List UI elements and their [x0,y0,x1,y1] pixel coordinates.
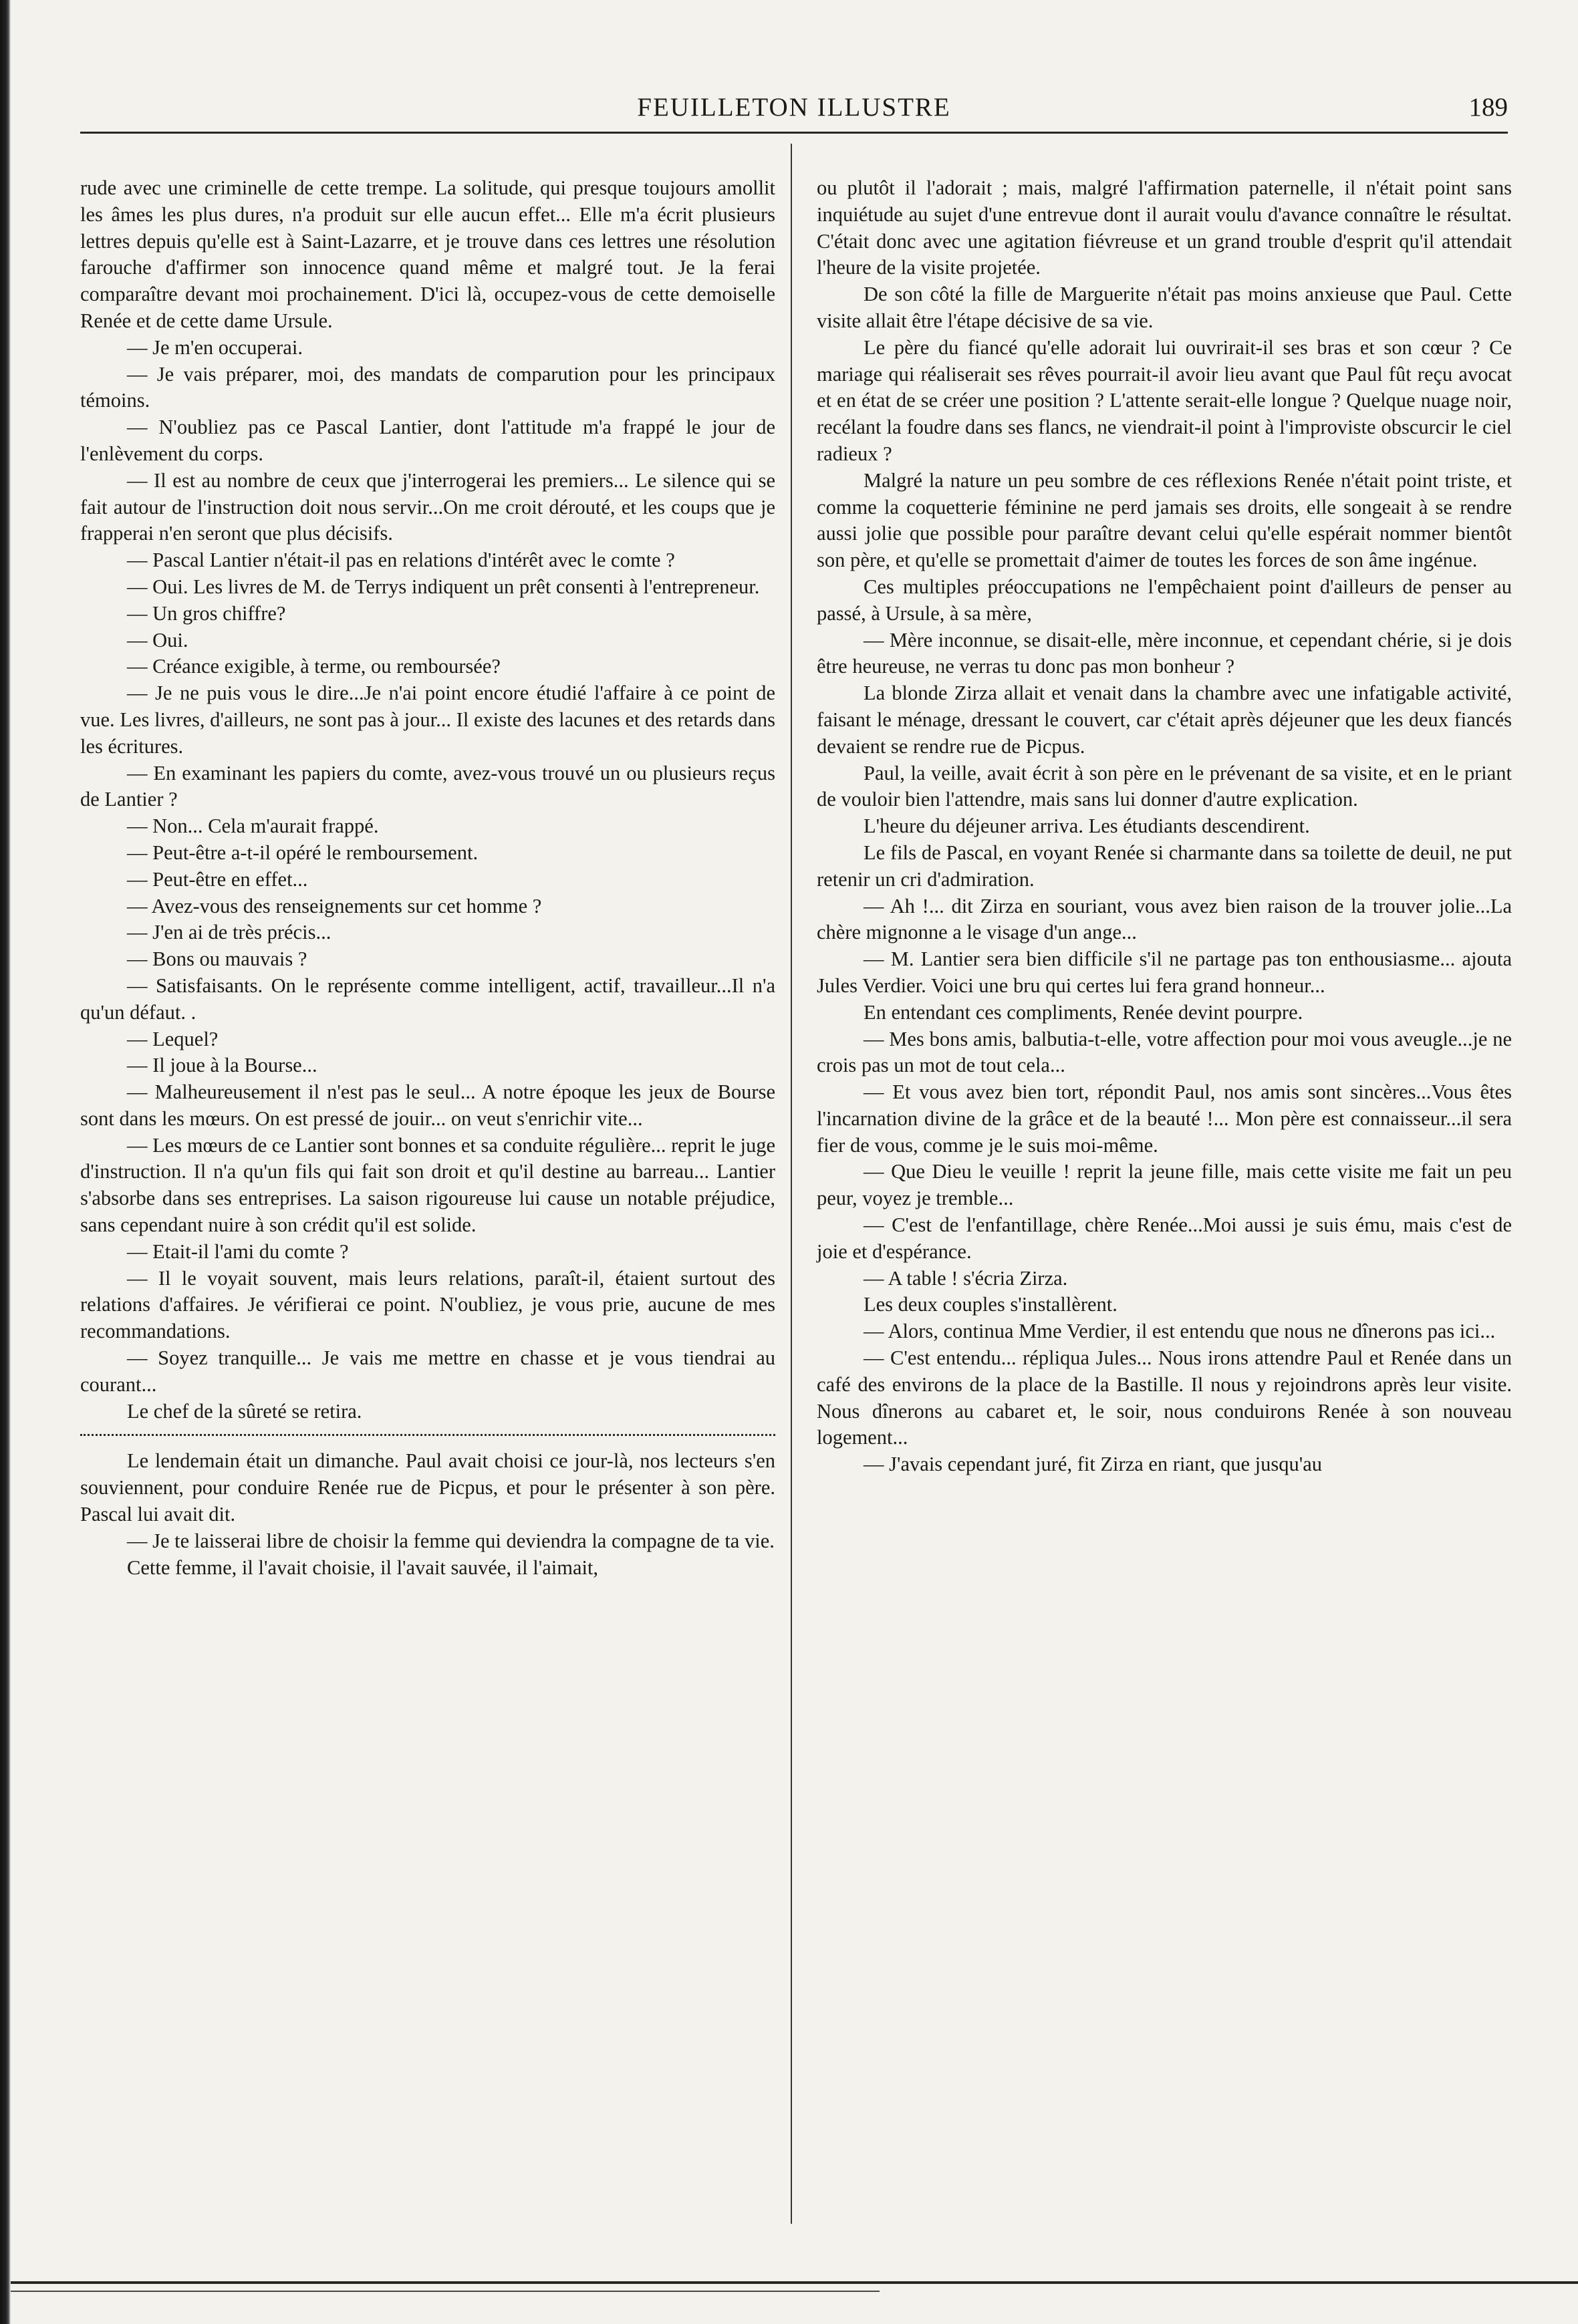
paragraph: — Pascal Lantier n'était-il pas en relations d'intérêt avec le comte ? [127,549,675,572]
paragraph: Paul, la veille, avait écrit à son père en le prévenant de sa visite, et en le priant de vouloir bien l'attendre, mais sans lui donner d'autre explication. [817,761,1512,811]
paragraph: — Mes bons amis, balbutia-t-elle, votre affection pour moi vous aveugle...je ne crois pas un mot de tout cela... [817,1027,1512,1077]
right-column-text [817,175,1512,1478]
left-column [80,175,775,1581]
paragraph: — Et vous avez bien tort, répondit Paul, nos amis sont sincères...Vous êtes l'incarnation divine de la grâce et de la beauté !... Mon père est connaisseur...il sera fier de vous, comme je le suis moi-même. [817,1080,1512,1157]
section-break-dotted-rule [80,1434,775,1436]
paragraph: Les deux couples s'installèrent. [864,1293,1117,1316]
paragraph: — Non... Cela m'aurait frappé. [127,815,379,838]
paragraph: — Soyez tranquille... Je vais me mettre en chasse et je vous tiendrai au courant... [80,1346,775,1396]
page-number: 189 [1468,93,1508,122]
paragraph: Ces multiples préoccupations ne l'empêchaient point d'ailleurs de penser au passé, à Ursule, à sa mère, [817,575,1512,625]
paragraph: En entendant ces compliments, Renée devint pourpre. [864,1000,1303,1024]
paragraph: ou plutôt il l'adorait ; mais, malgré l'affirmation paternelle, il n'était point sans inquiétude au sujet d'une entrevue dont il aurait voulu d'avance connaître le résultat. C'était donc avec une agitation fiévreuse et un grand trouble d'esprit qu'il attendait l'heure de la visite projetée. [817,176,1512,279]
paragraph: Le fils de Pascal, en voyant Renée si charmante dans sa toilette de deuil, ne put retenir un cri d'admiration. [817,841,1512,891]
paragraph: — Etait-il l'ami du comte ? [127,1240,349,1263]
paragraph: — Malheureusement il n'est pas le seul... A notre époque les jeux de Bourse sont dans les mœurs. On est pressé de jouir... on veut s'enrichir vite... [80,1080,775,1130]
paragraph: — Que Dieu le veuille ! reprit la jeune fille, mais cette visite me fait un peu peur, voyez je tremble... [817,1160,1512,1210]
bottom-rule-thin [11,2291,880,2292]
paragraph: — Il le voyait souvent, mais leurs relations, paraît-il, étaient surtout des relations d'affaires. Je vérifierai ce point. N'oubliez, je vous prie, aucune de mes recommandations. [80,1266,775,1343]
paragraph: Cette femme, il l'avait choisie, il l'avait sauvée, il l'aimait, [127,1556,599,1579]
paragraph: — Je vais préparer, moi, des mandats de comparution pour les principaux témoins. [80,362,775,412]
paragraph: Le chef de la sûreté se retira. [127,1399,362,1423]
page-header [80,88,1508,136]
paragraph: La blonde Zirza allait et venait dans la chambre avec une infatigable activité, faisant le ménage, dressant le couvert, car c'était après déjeuner que les deux fiancés devaient se rendre rue de Picpus. [817,682,1512,758]
paragraph: — Mère inconnue, se disait-elle, mère inconnue, et cependant chérie, si je dois être heureuse, ne verras tu donc pas mon bonheur ? [817,628,1512,678]
running-title: FEUILLETON ILLUSTRE [637,93,951,122]
paragraph: — Je te laisserai libre de choisir la femme qui deviendra la compagne de ta vie. [127,1529,775,1552]
paragraph: — Je ne puis vous le dire...Je n'ai point encore étudié l'affaire à ce point de vue. Les livres, d'ailleurs, ne sont pas à jour... Il existe des lacunes et des retards dans les écritures. [80,682,775,758]
paragraph: — M. Lantier sera bien difficile s'il ne partage pas ton enthousiasme... ajouta Jules Verdier. Voici une bru qui certes lui fera grand honneur... [817,948,1512,997]
paragraph: — Les mœurs de ce Lantier sont bonnes et sa conduite régulière... reprit le juge d'instruction. Il n'a qu'un fils qui fait son droit et qu'il destine au barreau... Lantier s'absorbe dans ses entreprises. La saison rigoureuse lui cause un notable préjudice, sans cependant nuire à son crédit qu'il est solide. [80,1133,775,1237]
paragraph: — Il joue à la Bourse... [127,1054,317,1077]
paragraph: — Avez-vous des renseignements sur cet homme ? [127,894,542,917]
paragraph: — Lequel? [127,1027,219,1050]
bottom-rule [11,2281,1578,2284]
paragraph: De son côté la fille de Marguerite n'était pas moins anxieuse que Paul. Cette visite allait être l'étape décisive de sa vie. [817,283,1512,332]
paragraph: Le père du fiancé qu'elle adorait lui ouvrirait-il ses bras et son cœur ? Ce mariage qui réaliserait ses rêves pourrait-il avoir lieu avant que Paul fût reçu avocat et en état de se créer une position ? L'attente serait-elle longue ? Quelque nuage noir, recélant la foudre dans ses flancs, ne viendrait-il point à l'improviste obscurcir le ciel radieux ? [817,335,1512,465]
paragraph: Malgré la nature un peu sombre de ces réflexions Renée n'était point triste, et comme la coquetterie féminine ne perd jamais ses droits, elle songeait à se rendre aussi jolie que possible pour paraître devant celui qu'elle espérait nommer bientôt son père, et qu'elle se promettait d'aimer de toutes les forces de son âme ingénue. [817,468,1512,572]
left-column-text-after-break [80,1448,775,1581]
paragraph: — Un gros chiffre? [127,601,286,625]
paragraph: — Je m'en occuperai. [127,335,303,359]
paragraph: — C'est entendu... répliqua Jules... Nous irons attendre Paul et Renée dans un café des environs de la place de la Bastille. Il nous y rejoindrons après leur visite. Nous dînerons au cabaret et, le soir, nous conduirons Renée à son nouveau logement... [817,1346,1512,1449]
paragraph: — A table ! s'écria Zirza. [864,1266,1068,1290]
left-column-text [80,175,775,1425]
paragraph: — Bons ou mauvais ? [127,948,307,971]
paragraph: — J'avais cependant juré, fit Zirza en riant, que jusqu'au [864,1453,1322,1476]
paragraph: L'heure du déjeuner arriva. Les étudiants descendirent. [864,815,1310,838]
paragraph: — Satisfaisants. On le représente comme intelligent, actif, travailleur...Il n'a qu'un défaut. . [80,974,775,1024]
paragraph: — N'oubliez pas ce Pascal Lantier, dont l'attitude m'a frappé le jour de l'enlèvement du corps. [80,416,775,465]
page-binding-edge [0,0,11,2324]
column-divider [791,144,792,2224]
paragraph: — Créance exigible, à terme, ou remboursée? [127,655,501,678]
paragraph: — En examinant les papiers du comte, avez-vous trouvé un ou plusieurs reçus de Lantier ? [80,761,775,811]
paragraph: — Il est au nombre de ceux que j'interrogerai les premiers... Le silence qui se fait autour de l'instruction doit nous servir...On me croit dérouté, et les coups que je frapperai n'en seront que plus décisifs. [80,468,775,545]
paragraph: — J'en ai de très précis... [127,921,332,944]
paragraph: — C'est de l'enfantillage, chère Renée...Moi aussi je suis ému, mais c'est de joie et d'espérance. [817,1213,1512,1263]
paragraph: — Oui. [127,628,188,651]
header-rule [80,132,1508,134]
right-column [817,175,1512,1478]
paragraph: rude avec une criminelle de cette trempe. La solitude, qui presque toujours amollit les âmes les plus dures, n'a produit sur elle aucun effet... Elle m'a écrit plusieurs lettres depuis qu'elle est à Saint-Lazarre, et je trouve dans ces lettres une résolution farouche d'affirmer son innocence quand même et malgré tout. Je la ferai comparaître devant moi prochainement. D'ici là, occupez-vous de cette demoiselle Renée et de cette dame Ursule. [80,176,775,332]
paragraph: — Oui. Les livres de M. de Terrys indiquent un prêt consenti à l'entrepreneur. [127,575,760,598]
paragraph: — Ah !... dit Zirza en souriant, vous avez bien raison de la trouver jolie...La chère mignonne a le visage d'un ange... [817,894,1512,944]
paragraph: — Peut-être a-t-il opéré le remboursement. [127,841,479,864]
paragraph: — Peut-être en effet... [127,867,308,891]
paragraph: Le lendemain était un dimanche. Paul avait choisi ce jour-là, nos lecteurs s'en souviennent, pour conduire Renée rue de Picpus, et pour le présenter à son père. Pascal lui avait dit. [80,1449,775,1526]
paragraph: — Alors, continua Mme Verdier, il est entendu que nous ne dînerons pas ici... [864,1320,1496,1343]
